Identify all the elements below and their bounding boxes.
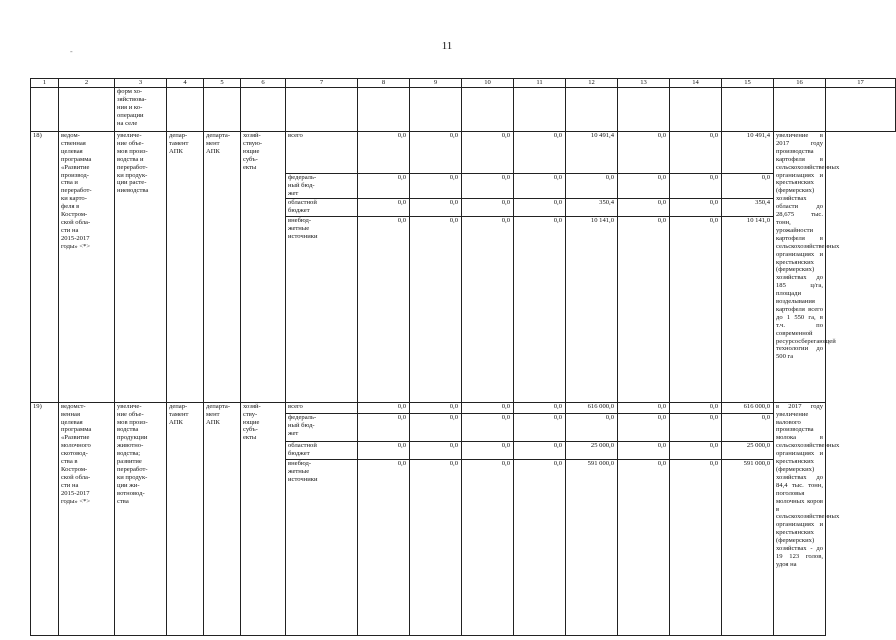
column-number: 6 xyxy=(241,79,286,88)
funding-value: 0,0 xyxy=(618,216,670,402)
funding-value: 0,0 xyxy=(670,413,722,441)
funding-value: 0,0 xyxy=(462,132,514,174)
funding-value: 0,0 xyxy=(462,402,514,413)
column-number: 4 xyxy=(167,79,204,88)
funding-source: областной бюджет xyxy=(286,198,358,216)
funding-value: 0,0 xyxy=(618,402,670,413)
funding-value: 0,0 xyxy=(722,174,774,199)
funding-source: областной бюджет xyxy=(286,441,358,459)
table-body xyxy=(31,79,896,636)
funding-value: 0,0 xyxy=(462,413,514,441)
funding-value: 0,0 xyxy=(462,441,514,459)
program-name: ведом- ственная целевая программа «Развитие производ- ства и переработ- ки карто- феля в Костром- ской обла- сти на 2015-2017 годы» <*> xyxy=(59,132,115,403)
funding-value: 0,0 xyxy=(618,459,670,635)
column-number: 2 xyxy=(59,79,115,88)
funding-value: 591 000,0 xyxy=(566,459,618,635)
column-number: 9 xyxy=(410,79,462,88)
funding-value: 0,0 xyxy=(618,132,670,174)
funding-value: 0,0 xyxy=(566,413,618,441)
funding-value: 25 000,0 xyxy=(722,441,774,459)
funding-value: 0,0 xyxy=(410,216,462,402)
funding-value: 0,0 xyxy=(514,413,566,441)
column-number: 10 xyxy=(462,79,514,88)
funding-value: 0,0 xyxy=(358,413,410,441)
program-table xyxy=(30,78,896,636)
funding-value: 0,0 xyxy=(618,174,670,199)
funding-source: внебюд- жетные источники xyxy=(286,216,358,402)
action-description: увеличе- ние объе- мов произ- водства продукции животно- водства; развитие переработ- ки продук- ции жи- вотновод- ства xyxy=(115,402,167,635)
continuation-row xyxy=(31,88,896,132)
funding-value: 0,0 xyxy=(462,459,514,635)
funding-value: 0,0 xyxy=(514,132,566,174)
column-number: 14 xyxy=(670,79,722,88)
column-number: 15 xyxy=(722,79,774,88)
funding-value: 0,0 xyxy=(410,132,462,174)
funding-value: 0,0 xyxy=(514,216,566,402)
funding-value: 0,0 xyxy=(410,198,462,216)
funding-value: 0,0 xyxy=(462,216,514,402)
funding-value: 25 000,0 xyxy=(566,441,618,459)
funding-value: 591 000,0 xyxy=(722,459,774,635)
program-row xyxy=(31,402,896,413)
funding-source: федераль- ный бюд- жет xyxy=(286,174,358,199)
funding-value: 10 141,0 xyxy=(566,216,618,402)
funding-source: федераль- ный бюд- жет xyxy=(286,413,358,441)
co-executor: департа- мент АПК xyxy=(204,402,241,635)
funding-value: 10 491,4 xyxy=(566,132,618,174)
co-executor: департа- мент АПК xyxy=(204,132,241,403)
funding-value: 0,0 xyxy=(410,402,462,413)
funding-value: 0,0 xyxy=(670,459,722,635)
funding-value: 0,0 xyxy=(514,402,566,413)
funding-value: 350,4 xyxy=(722,198,774,216)
funding-value: 0,0 xyxy=(410,441,462,459)
funding-value: 0,0 xyxy=(462,198,514,216)
funding-value: 350,4 xyxy=(566,198,618,216)
funding-value: 0,0 xyxy=(358,459,410,635)
executor: депар- тамент АПК xyxy=(167,132,204,403)
funding-source: внебюд- жетные источники xyxy=(286,459,358,635)
funding-value: 0,0 xyxy=(358,402,410,413)
funding-source: всего xyxy=(286,132,358,174)
expected-result: в 2017 году увеличение валового производства молока в сельскохозяйственных организациях и крестьянских (фермерских) хозяйствах до 84,4 тыс. тонн, поголовья молочных коров в сельскохозяйственных организациях и крестьянских (фермерских) хозяйствах - до 19 123 голов, удоя на xyxy=(774,402,826,635)
funding-value: 0,0 xyxy=(670,441,722,459)
column-number: 7 xyxy=(286,79,358,88)
funding-value: 0,0 xyxy=(514,174,566,199)
funding-value: 0,0 xyxy=(410,459,462,635)
program-row xyxy=(31,132,896,174)
funding-value: 0,0 xyxy=(618,441,670,459)
funding-value: 0,0 xyxy=(618,413,670,441)
participants: хозяй- ству- ющие субъ- екты xyxy=(241,402,286,635)
row-number: 18) xyxy=(31,132,59,403)
funding-value: 0,0 xyxy=(670,174,722,199)
funding-value: 0,0 xyxy=(358,174,410,199)
executor: депар- тамент АПК xyxy=(167,402,204,635)
funding-value: 10 491,4 xyxy=(722,132,774,174)
funding-value: 0,0 xyxy=(514,441,566,459)
row-number: 19) xyxy=(31,402,59,635)
action-description: увеличе- ние объе- мов произ- водства и переработ- ки продук- ции расте- ниеводства xyxy=(115,132,167,403)
funding-value: 0,0 xyxy=(566,174,618,199)
funding-value: 0,0 xyxy=(358,441,410,459)
funding-value: 0,0 xyxy=(514,198,566,216)
funding-value: 0,0 xyxy=(514,459,566,635)
column-number: 13 xyxy=(618,79,670,88)
funding-value: 0,0 xyxy=(358,198,410,216)
funding-value: 0,0 xyxy=(722,413,774,441)
funding-value: 0,0 xyxy=(670,216,722,402)
column-number: 1 xyxy=(31,79,59,88)
column-number: 3 xyxy=(115,79,167,88)
program-name: ведомст- венная целевая программа «Развитие молочного скотовод- ства в Костром- ской обла- сти на 2015-2017 годы» <*> xyxy=(59,402,115,635)
funding-value: 0,0 xyxy=(358,132,410,174)
funding-source: всего xyxy=(286,402,358,413)
column-number: 12 xyxy=(566,79,618,88)
funding-value: 0,0 xyxy=(670,132,722,174)
header-row xyxy=(31,79,896,88)
expected-result: увеличение в 2017 году производства картофеля в сельскохозяйственных организациях и крестьянских (фермерских) хозяйствах области до 28,675 тыс. тонн, урожайности картофеля в сельскохозяйственных организациях и крестьянских (фермерских) хозяйствах до 185 ц/га, площади возделывания картофеля всего до 1 550 га, в т.ч. по современной ресурсосберегающей технологии до 500 га xyxy=(774,132,826,403)
funding-value: 0,0 xyxy=(358,216,410,402)
column-number: 17 xyxy=(826,79,896,88)
continuation-text: форм хо- зяйствова- ния и ко- операции на селе xyxy=(115,88,167,132)
funding-value: 616 000,0 xyxy=(722,402,774,413)
funding-value: 616 000,0 xyxy=(566,402,618,413)
page-mark: - xyxy=(70,47,73,56)
funding-value: 0,0 xyxy=(618,198,670,216)
funding-value: 0,0 xyxy=(410,413,462,441)
column-number: 5 xyxy=(204,79,241,88)
funding-value: 0,0 xyxy=(670,198,722,216)
funding-value: 0,0 xyxy=(462,174,514,199)
column-number: 8 xyxy=(358,79,410,88)
participants: хозяй- ствую- ющие субъ- екты xyxy=(241,132,286,403)
funding-value: 10 141,0 xyxy=(722,216,774,402)
column-number: 16 xyxy=(774,79,826,88)
page-number: 11 xyxy=(441,40,453,52)
column-number: 11 xyxy=(514,79,566,88)
funding-value: 0,0 xyxy=(410,174,462,199)
funding-value: 0,0 xyxy=(670,402,722,413)
